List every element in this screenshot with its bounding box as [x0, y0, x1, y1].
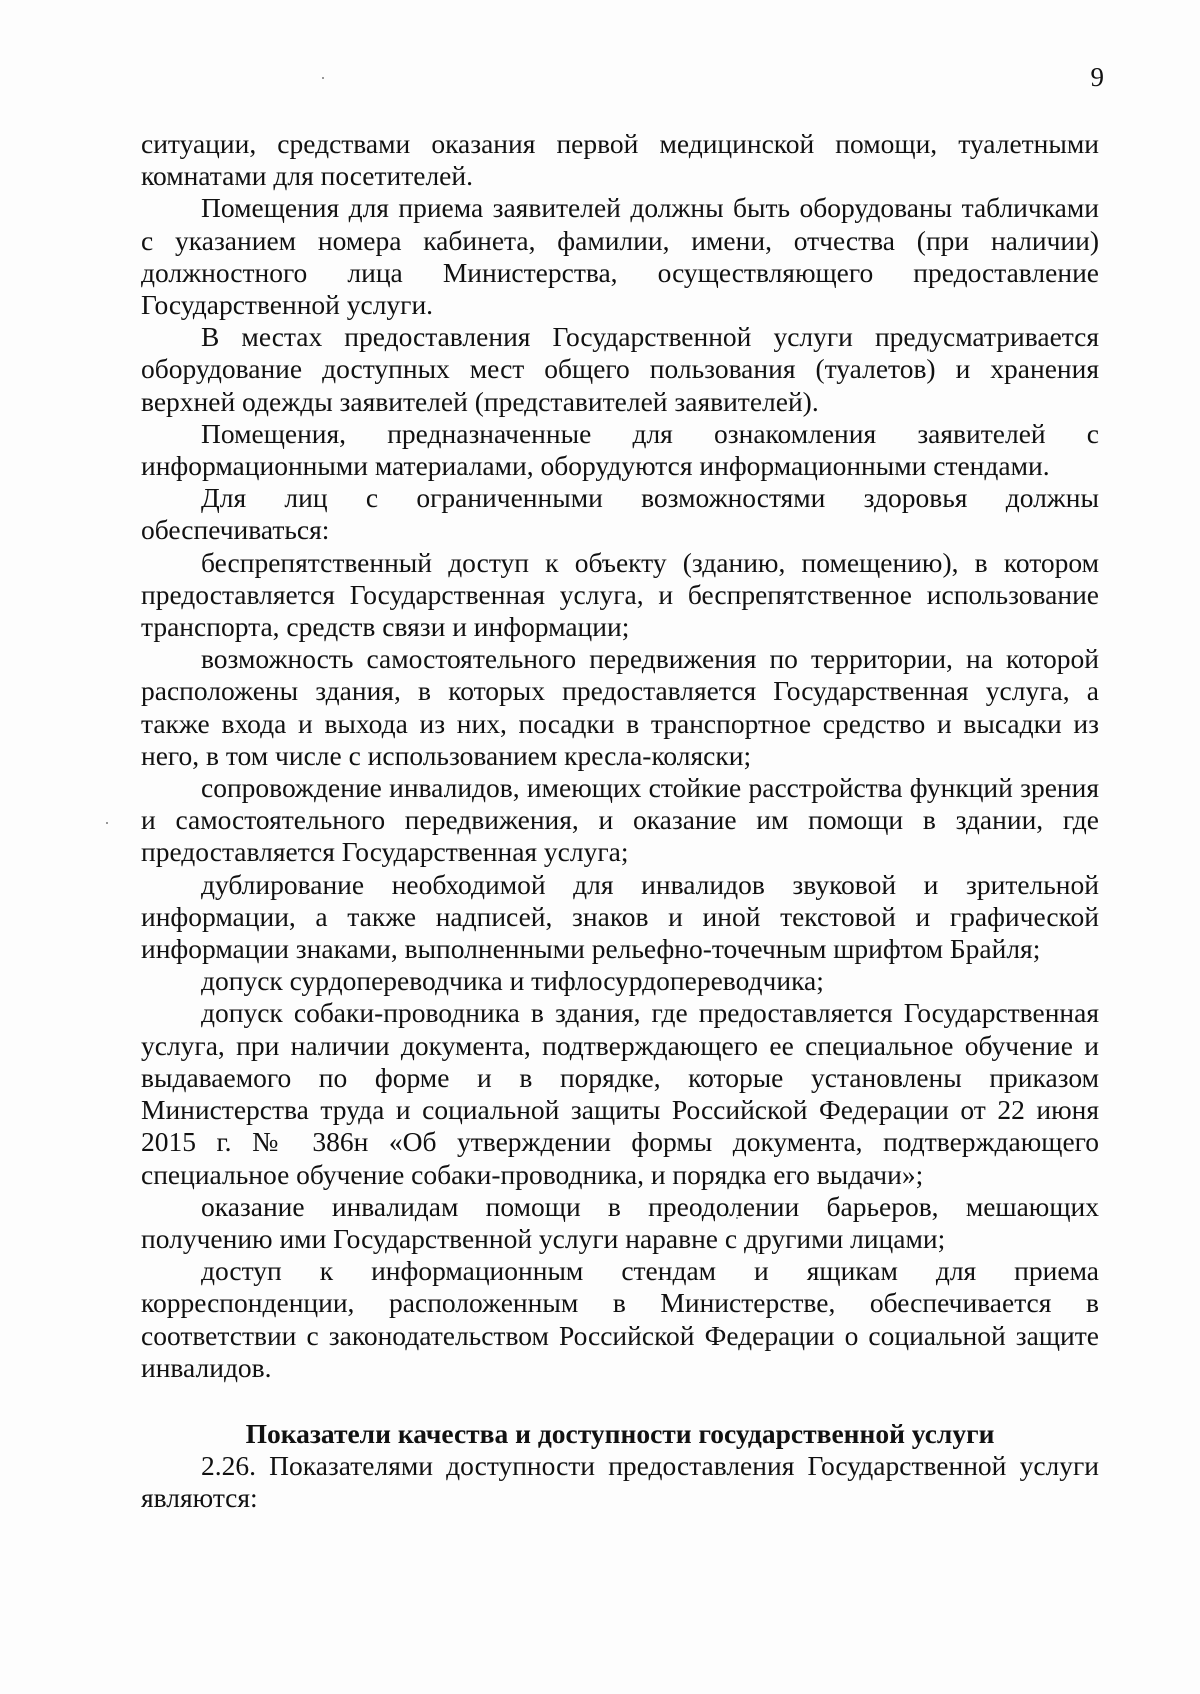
paragraph: В местах предоставления Государственной услуги предусматривается оборудование доступных мест общего пользования (туалетов) и хранения верхней одежды заявителей (представителей заявителей). [141, 321, 1099, 417]
scan-speck [322, 77, 324, 79]
list-item: возможность самостоятельного передвижения по территории, на которой расположены здания, в которых предоставляется Государственная услуга, а также входа и выхода из них, посадки в транспортное средство и высадки из него, в том числе с использованием кресла-коляски; [141, 643, 1099, 771]
list-item: допуск собаки-проводника в здания, где предоставляется Государственная услуга, при наличии документа, подтверждающего ее специальное обучение и выдаваемого по форме и в порядке, которые установлены приказом Министерства труда и социальной защиты Российской Федерации от 22 июня 2015 г. № 386н «Об утверждении формы документа, подтверждающего специальное обучение собаки-проводника, и порядка его выдачи»; [141, 997, 1099, 1190]
list-item: беспрепятственный доступ к объекту (зданию, помещению), в котором предоставляется Государственная услуга, и беспрепятственное использование транспорта, средств связи и информации; [141, 546, 1099, 643]
list-item: дублирование необходимой для инвалидов звуковой и зрительной информации, а также надписей, знаков и иной текстовой и графической информации знаками, выполненными рельефно-точечным шрифтом Брайля; [141, 868, 1099, 965]
page-number: 9 [1090, 62, 1104, 92]
list-item: сопровождение инвалидов, имеющих стойкие расстройства функций зрения и самостоятельного передвижения, и оказание им помощи в здании, где предоставляется Государственная услуга; [141, 772, 1099, 868]
scan-speck [106, 822, 108, 824]
list-item: допуск сурдопереводчика и тифлосурдопереводчика; [201, 965, 824, 997]
list-item: оказание инвалидам помощи в преодолении барьеров, мешающих получению ими Государственной услуги наравне с другими лицами; [141, 1190, 1099, 1254]
paragraph: Для лиц с ограниченными возможностями здоровья должны обеспечиваться: [141, 482, 1099, 546]
document-body [141, 128, 1099, 1514]
paragraph: 2.26. Показателями доступности предоставления Государственной услуги являются: [141, 1449, 1099, 1514]
list-item: доступ к информационным стендам и ящикам для приема корреспонденции, расположенным в Министерстве, обеспечивается в соответствии с законодательством Российской Федерации о социальной защите инвалидов. [141, 1255, 1099, 1383]
paragraph: Помещения, предназначенные для ознакомления заявителей с информационными материалами, оборудуются информационными стендами. [141, 417, 1099, 482]
paragraph: ситуации, средствами оказания первой медицинской помощи, туалетными комнатами для посетителей. [141, 128, 1099, 192]
paragraph: Помещения для приема заявителей должны быть оборудованы табличками с указанием номера кабинета, фамилии, имени, отчества (при наличии) должностного лица Министерства, осуществляющего предоставление Государственной услуги. [141, 192, 1099, 321]
section-heading: Показатели качества и доступности государственной услуги [245, 1417, 995, 1449]
